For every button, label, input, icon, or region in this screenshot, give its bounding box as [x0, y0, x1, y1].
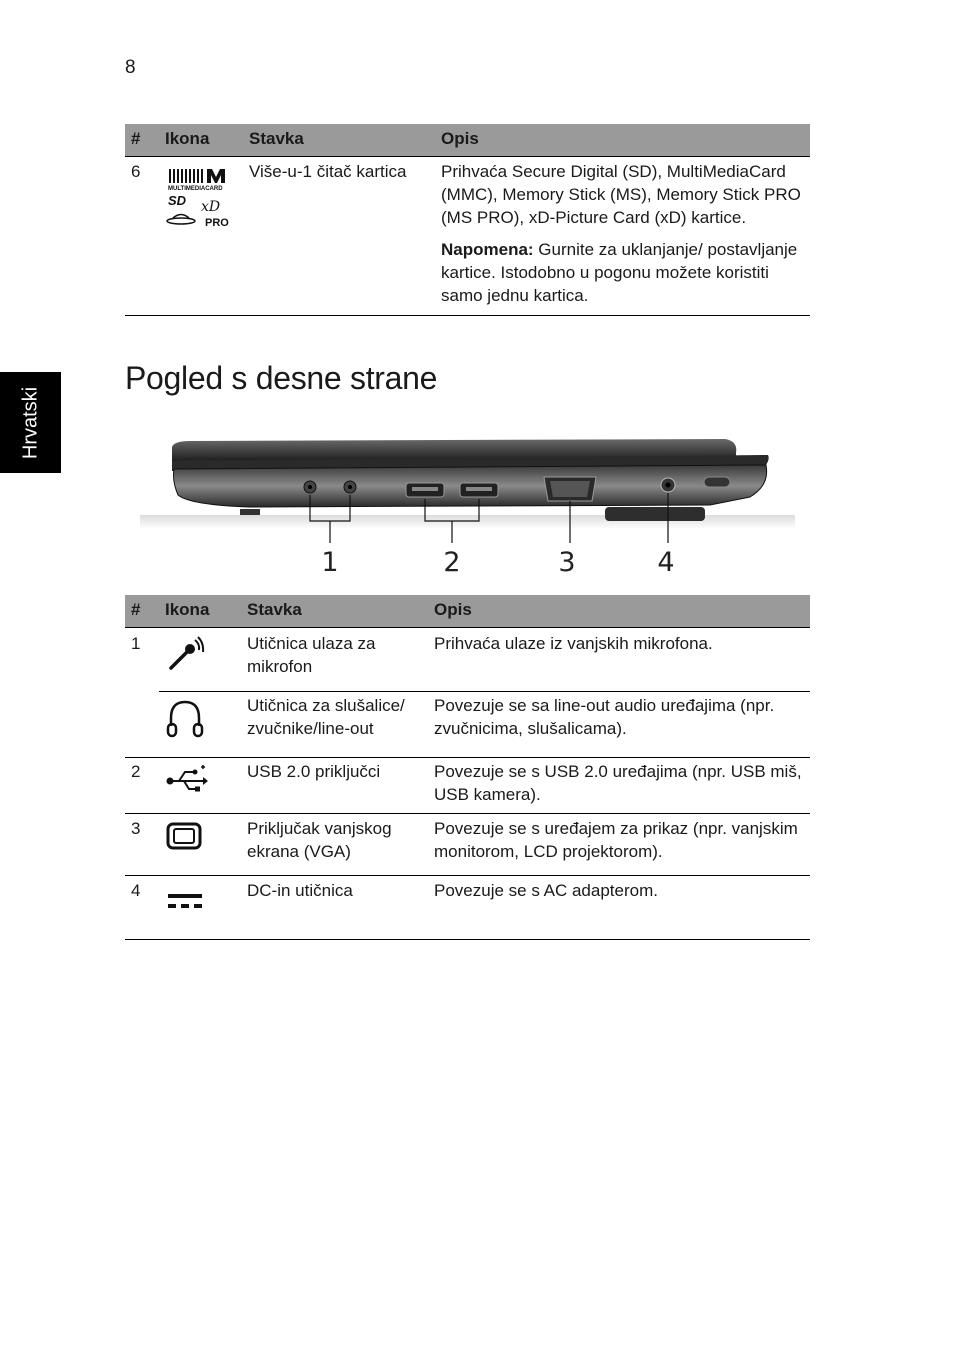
card-reader-table	[125, 124, 810, 316]
table-row	[125, 876, 810, 940]
row-desc: Povezuje se s AC adapterom.	[434, 881, 658, 900]
header-item: Stavka	[241, 595, 428, 628]
table-row	[125, 157, 810, 316]
svg-text:MULTIMEDIACARD: MULTIMEDIACARD	[168, 186, 223, 192]
callout-3: 3	[558, 547, 576, 578]
row-item: USB 2.0 priključci	[247, 762, 381, 781]
row-item: Više-u-1 čitač kartica	[249, 162, 407, 181]
table-header-row	[125, 595, 810, 628]
language-tab-label: Hrvatski	[19, 386, 41, 459]
row-desc: Prihvaća ulaze iz vanjskih mikrofona.	[428, 628, 810, 692]
header-num: #	[125, 595, 159, 628]
row-desc: Povezuje se s USB 2.0 uređajima (npr. USB miš, USB kamera).	[434, 762, 802, 804]
ports-table	[125, 595, 810, 940]
callout-1: 1	[321, 547, 339, 578]
vga-port-pins	[550, 481, 590, 497]
mic-jack-hole	[308, 485, 312, 489]
row-desc: Povezuje se sa line-out audio uređajima (npr. zvučnicima, slušalicama).	[434, 696, 775, 738]
headphones-icon	[165, 698, 205, 740]
callout-2: 2	[443, 547, 461, 578]
laptop-foot	[605, 507, 705, 521]
row-num: 3	[131, 819, 141, 838]
page-number: 8	[125, 57, 136, 78]
svg-text:PRO: PRO	[205, 217, 229, 229]
svg-text:xD: xD	[201, 199, 221, 215]
header-icon: Ikona	[159, 124, 243, 157]
row-num: 2	[131, 762, 141, 781]
header-desc: Opis	[435, 124, 810, 157]
microphone-icon	[165, 634, 205, 674]
dc-in-icon	[159, 876, 241, 940]
usb-port-tongue	[466, 487, 492, 491]
vga-monitor-icon	[159, 814, 241, 876]
header-item: Stavka	[243, 124, 435, 157]
card-reader-logos-icon	[159, 157, 243, 316]
lock-slot	[704, 477, 730, 487]
row-item: Priključak vanjskog ekrana (VGA)	[247, 819, 392, 861]
microphone-icon	[159, 628, 241, 692]
callout-4: 4	[657, 547, 675, 578]
dc-in-icon	[165, 882, 205, 914]
header-num: #	[125, 124, 159, 157]
headphones-icon	[159, 692, 241, 758]
row-num: 1	[131, 634, 141, 653]
row-item: Utičnica za slušalice/ zvučnike/line-out	[247, 696, 405, 738]
note-text: Gurnite za uklanjanje/ postavljanje kartice. Istodobno u pogonu možete koristiti samo jednu kartica.	[441, 240, 798, 305]
header-desc: Opis	[428, 595, 810, 628]
row-desc: Prihvaća Secure Digital (SD), MultiMediaCard (MMC), Memory Stick (MS), Memory Stick PRO (MS PRO), xD-Picture Card (xD) kartice.	[441, 162, 801, 227]
table-row	[125, 628, 810, 692]
row-num: 6	[131, 162, 141, 181]
usb-icon	[165, 764, 209, 794]
note-label: Napomena:	[441, 240, 534, 259]
row-desc: Povezuje se s uređajem za prikaz (npr. vanjskim monitorom, LCD projektorom).	[434, 819, 798, 861]
table-row	[125, 814, 810, 876]
row-note	[441, 238, 804, 307]
table-row	[125, 692, 810, 758]
laptop-right-side-figure	[130, 425, 810, 585]
laptop-foot	[240, 509, 260, 515]
table-row	[125, 758, 810, 814]
usb-icon	[159, 758, 241, 814]
usb-port-tongue	[412, 487, 438, 491]
row-item: Utičnica ulaza za mikrofon	[241, 628, 428, 692]
row-num: 4	[131, 881, 141, 900]
dc-in-jack-hole	[666, 483, 671, 488]
card-reader-logos-icon	[165, 163, 237, 229]
vga-monitor-icon	[165, 820, 205, 852]
header-icon: Ikona	[159, 595, 241, 628]
row-desc-cell	[435, 157, 810, 316]
table-header-row	[125, 124, 810, 157]
language-tab	[0, 372, 61, 473]
row-item: DC-in utičnica	[247, 881, 353, 900]
row-num	[125, 692, 159, 758]
section-title: Pogled s desne strane	[125, 360, 438, 396]
headphone-jack-hole	[348, 485, 352, 489]
svg-text:SD: SD	[168, 193, 187, 208]
